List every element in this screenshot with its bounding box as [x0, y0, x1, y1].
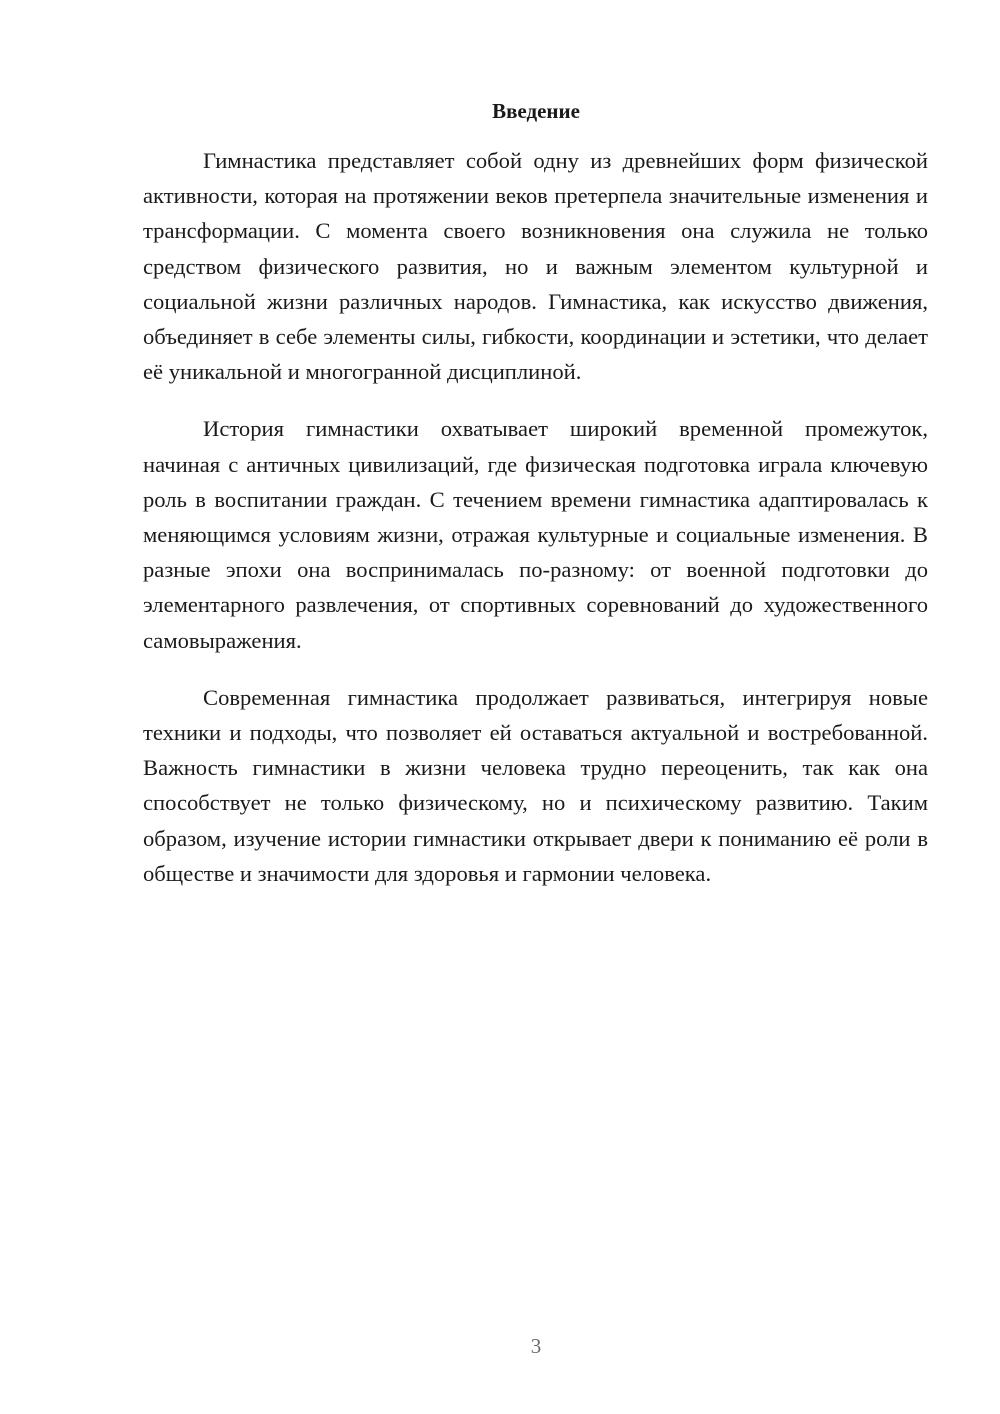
paragraph-1: Гимнастика представляет собой одну из древнейших форм физической активности, которая на протяжении веков претерпела значительные изменения и трансформации. С момента своего возникновения она служила не только средством физического развития, но и важным элементом культурной и социальной жизни различных народов. Гимнастика, как искусство движения, объединяет в себе элементы силы, гибкости, координации и эстетики, что делает её уникальной и многогранной дисциплиной.	[143, 148, 928, 385]
page-number: 3	[530, 1334, 542, 1358]
paragraph-2: История гимнастики охватывает широкий временной промежуток, начиная с античных цивилизаций, где физическая подготовка играла ключевую роль в воспитании граждан. С течением времени гимнастика адаптировалась к меняющимся условиям жизни, отражая культурные и социальные изменения. В разные эпохи она воспринималась по-разному: от военной подготовки до элементарного развлечения, от спортивных соревнований до художественного самовыражения.	[143, 416, 928, 653]
body-text	[143, 143, 928, 913]
section-title: Введение	[492, 99, 580, 123]
paragraph-3: Современная гимнастика продолжает развиваться, интегрируя новые техники и подходы, что позволяет ей оставаться актуальной и востребованной. Важность гимнастики в жизни человека трудно переоценить, так как она способствует не только физическому, но и психическому развитию. Таким образом, изучение истории гимнастики открывает двери к пониманию её роли в обществе и значимости для здоровья и гармонии человека.	[143, 684, 928, 886]
